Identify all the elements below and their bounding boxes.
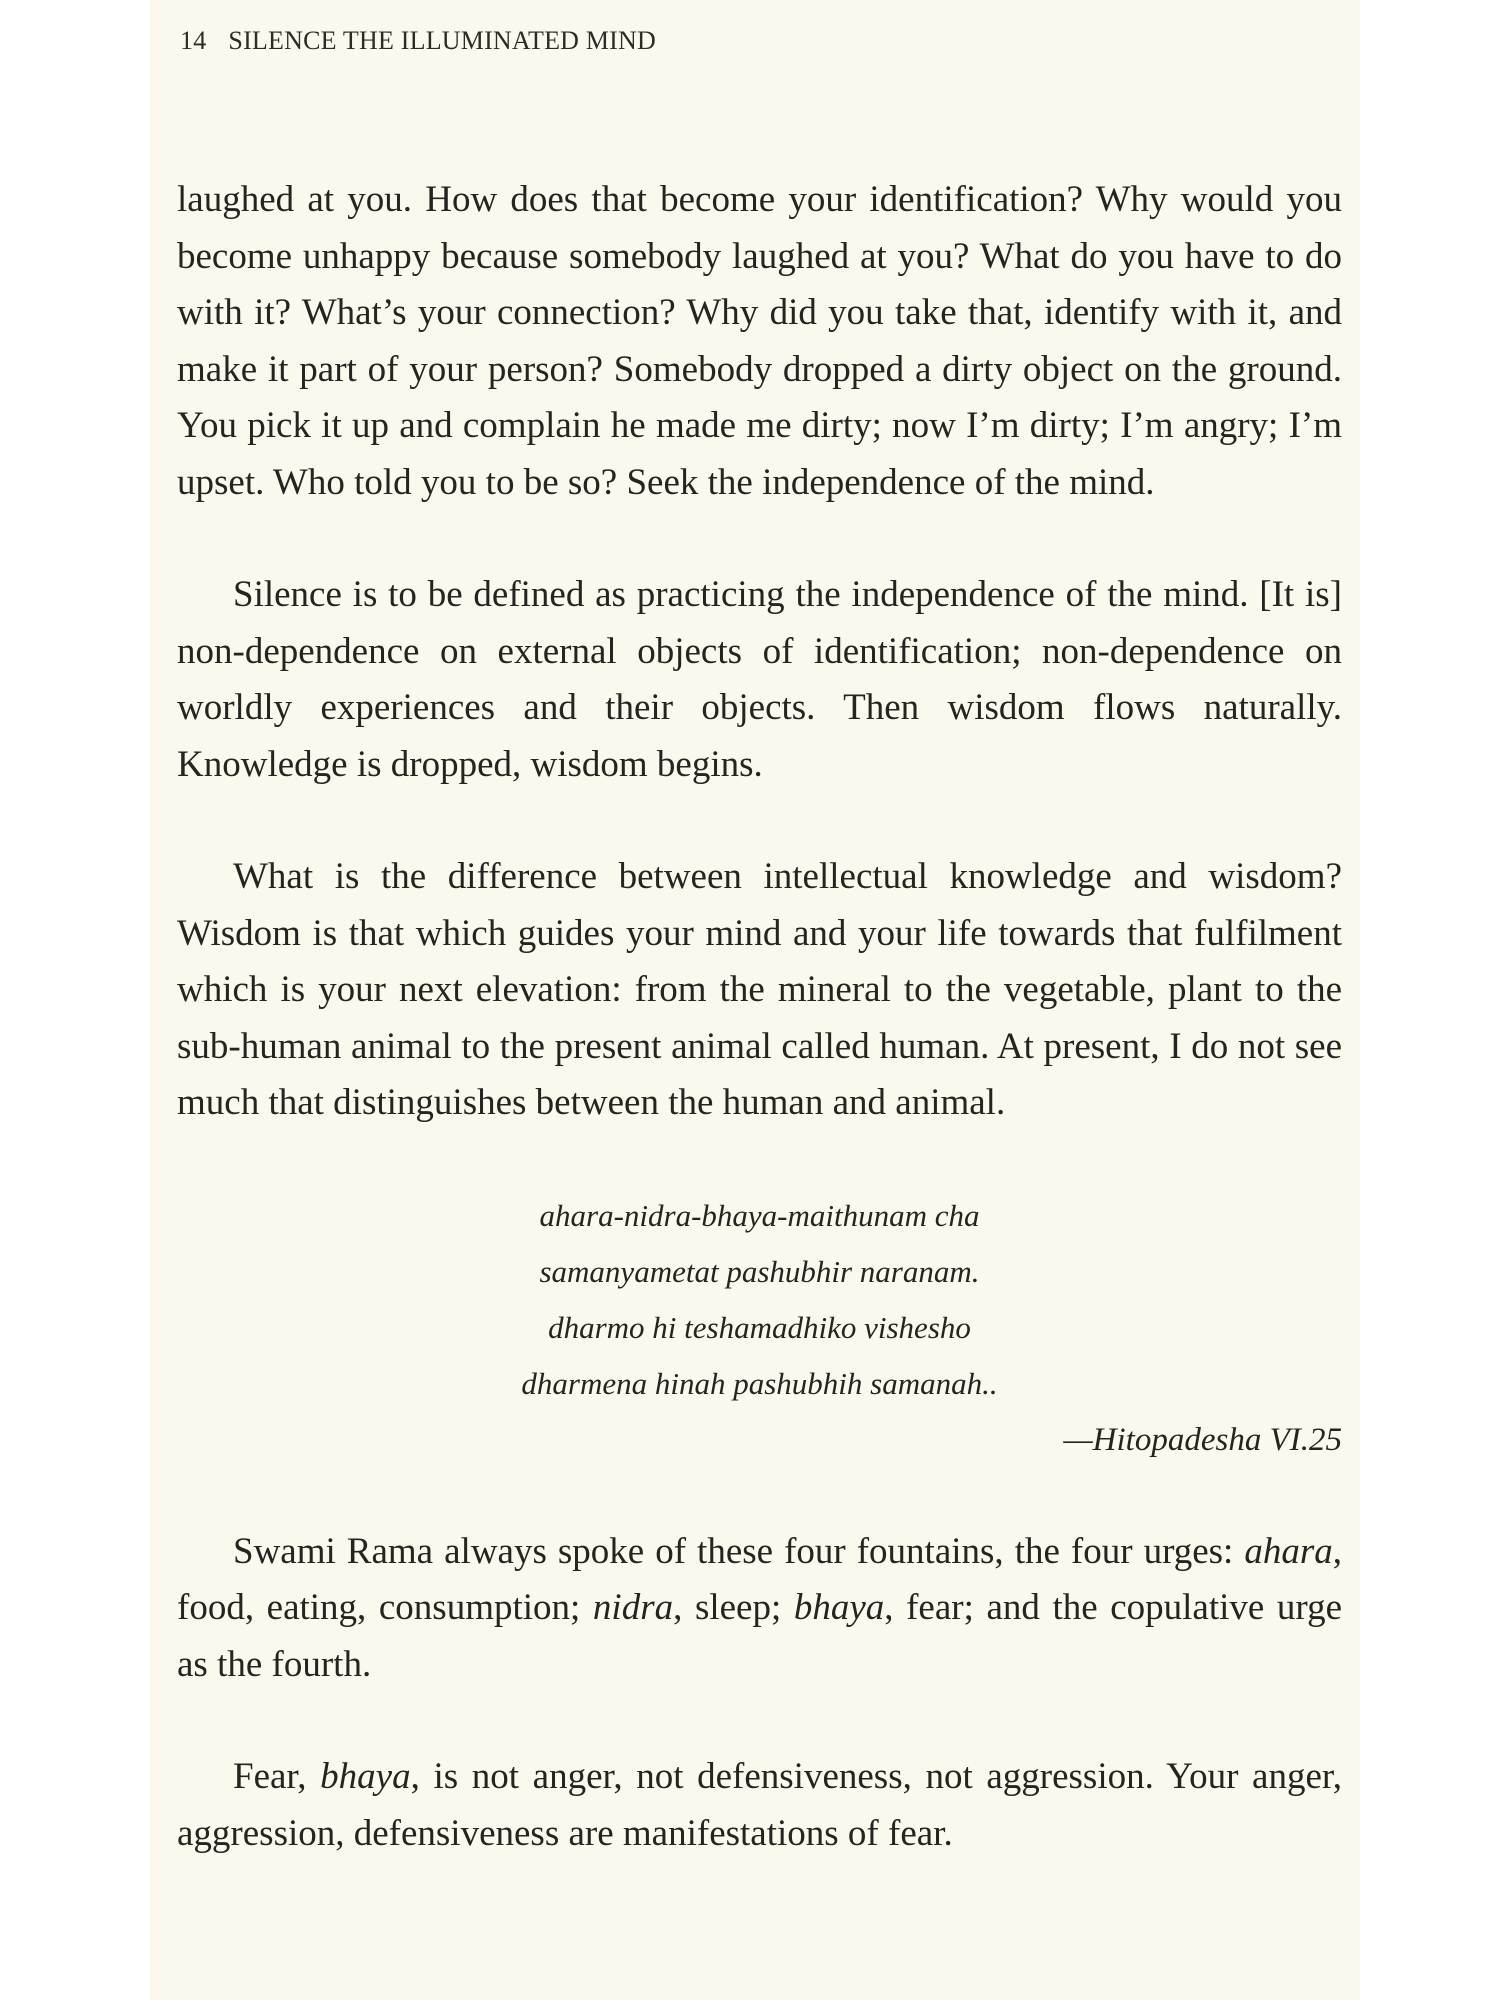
running-header	[180, 26, 656, 56]
term-nidra: nidra	[592, 1587, 674, 1628]
verse-line-3: dharmo hi teshamadhiko vishesho	[548, 1309, 971, 1345]
paragraph-2: Silence is to be defined as practicing the independence of the mind. [It is] non-dependence on external objects of identification; non-dependence on worldly experiences and their objects. Then wisdom flows naturally. Knowledge is dropped, wisdom begins.	[177, 574, 1342, 785]
page-number: 14	[180, 26, 207, 55]
verse-line-1: ahara-nidra-bhaya-maithunam cha	[539, 1197, 980, 1233]
term-bhaya-fear: bhaya	[320, 1756, 411, 1797]
verse-line-2: samanyametat pashubhir naranam.	[539, 1253, 980, 1289]
paragraph-4-text-c: , sleep;	[673, 1587, 794, 1628]
paragraph-3: What is the difference between intellectual knowledge and wisdom? Wisdom is that which guides your mind and your life towards that fulfilment which is your next elevation: from the mineral to the vegetable, plant to the sub-human animal to the present animal called human. At present, I do not see much that distinguishes between the human and animal.	[177, 856, 1342, 1123]
book-page	[150, 0, 1360, 2000]
verse-line-4: dharmena hinah pashubhih samanah..	[521, 1365, 998, 1401]
paragraph-5	[177, 1749, 1342, 1862]
term-ahara: ahara	[1244, 1530, 1333, 1572]
paragraph-5-text-a: Fear,	[233, 1756, 321, 1797]
paragraph-1: laughed at you. How does that become your identification? Why would you become unhappy because somebody laughed at you? What do you have to do with it? What’s your connection? Why did you take that, identify with it, and make it part of your person? Somebody dropped a dirty object on the ground. You pick it up and complain he made me dirty; now I’m dirty; I’m angry; I’m upset. Who told you to be so? Seek the independence of the mind.	[177, 179, 1342, 503]
paragraph-5-text-b: , is not anger, not defensiveness, not aggression. Your anger, aggression, defensiveness are manifestations of fear.	[177, 1756, 1342, 1854]
body-text	[177, 172, 1342, 1918]
paragraph-4-text-b: , food, eating, consumption;	[177, 1530, 1342, 1628]
verse-attribution: —Hitopadesha VI.25	[1063, 1421, 1342, 1458]
sanskrit-verse	[177, 1188, 1342, 1468]
paragraph-4-text-a: Swami Rama always spoke of these four fountains, the four urges:	[233, 1530, 1245, 1572]
running-title: SILENCE THE ILLUMINATED MIND	[228, 26, 656, 55]
paragraph-4	[177, 1524, 1342, 1694]
paragraph-4-text-d: , fear; and the copulative urge as the fourth.	[177, 1587, 1342, 1685]
term-bhaya: bhaya	[793, 1587, 885, 1628]
